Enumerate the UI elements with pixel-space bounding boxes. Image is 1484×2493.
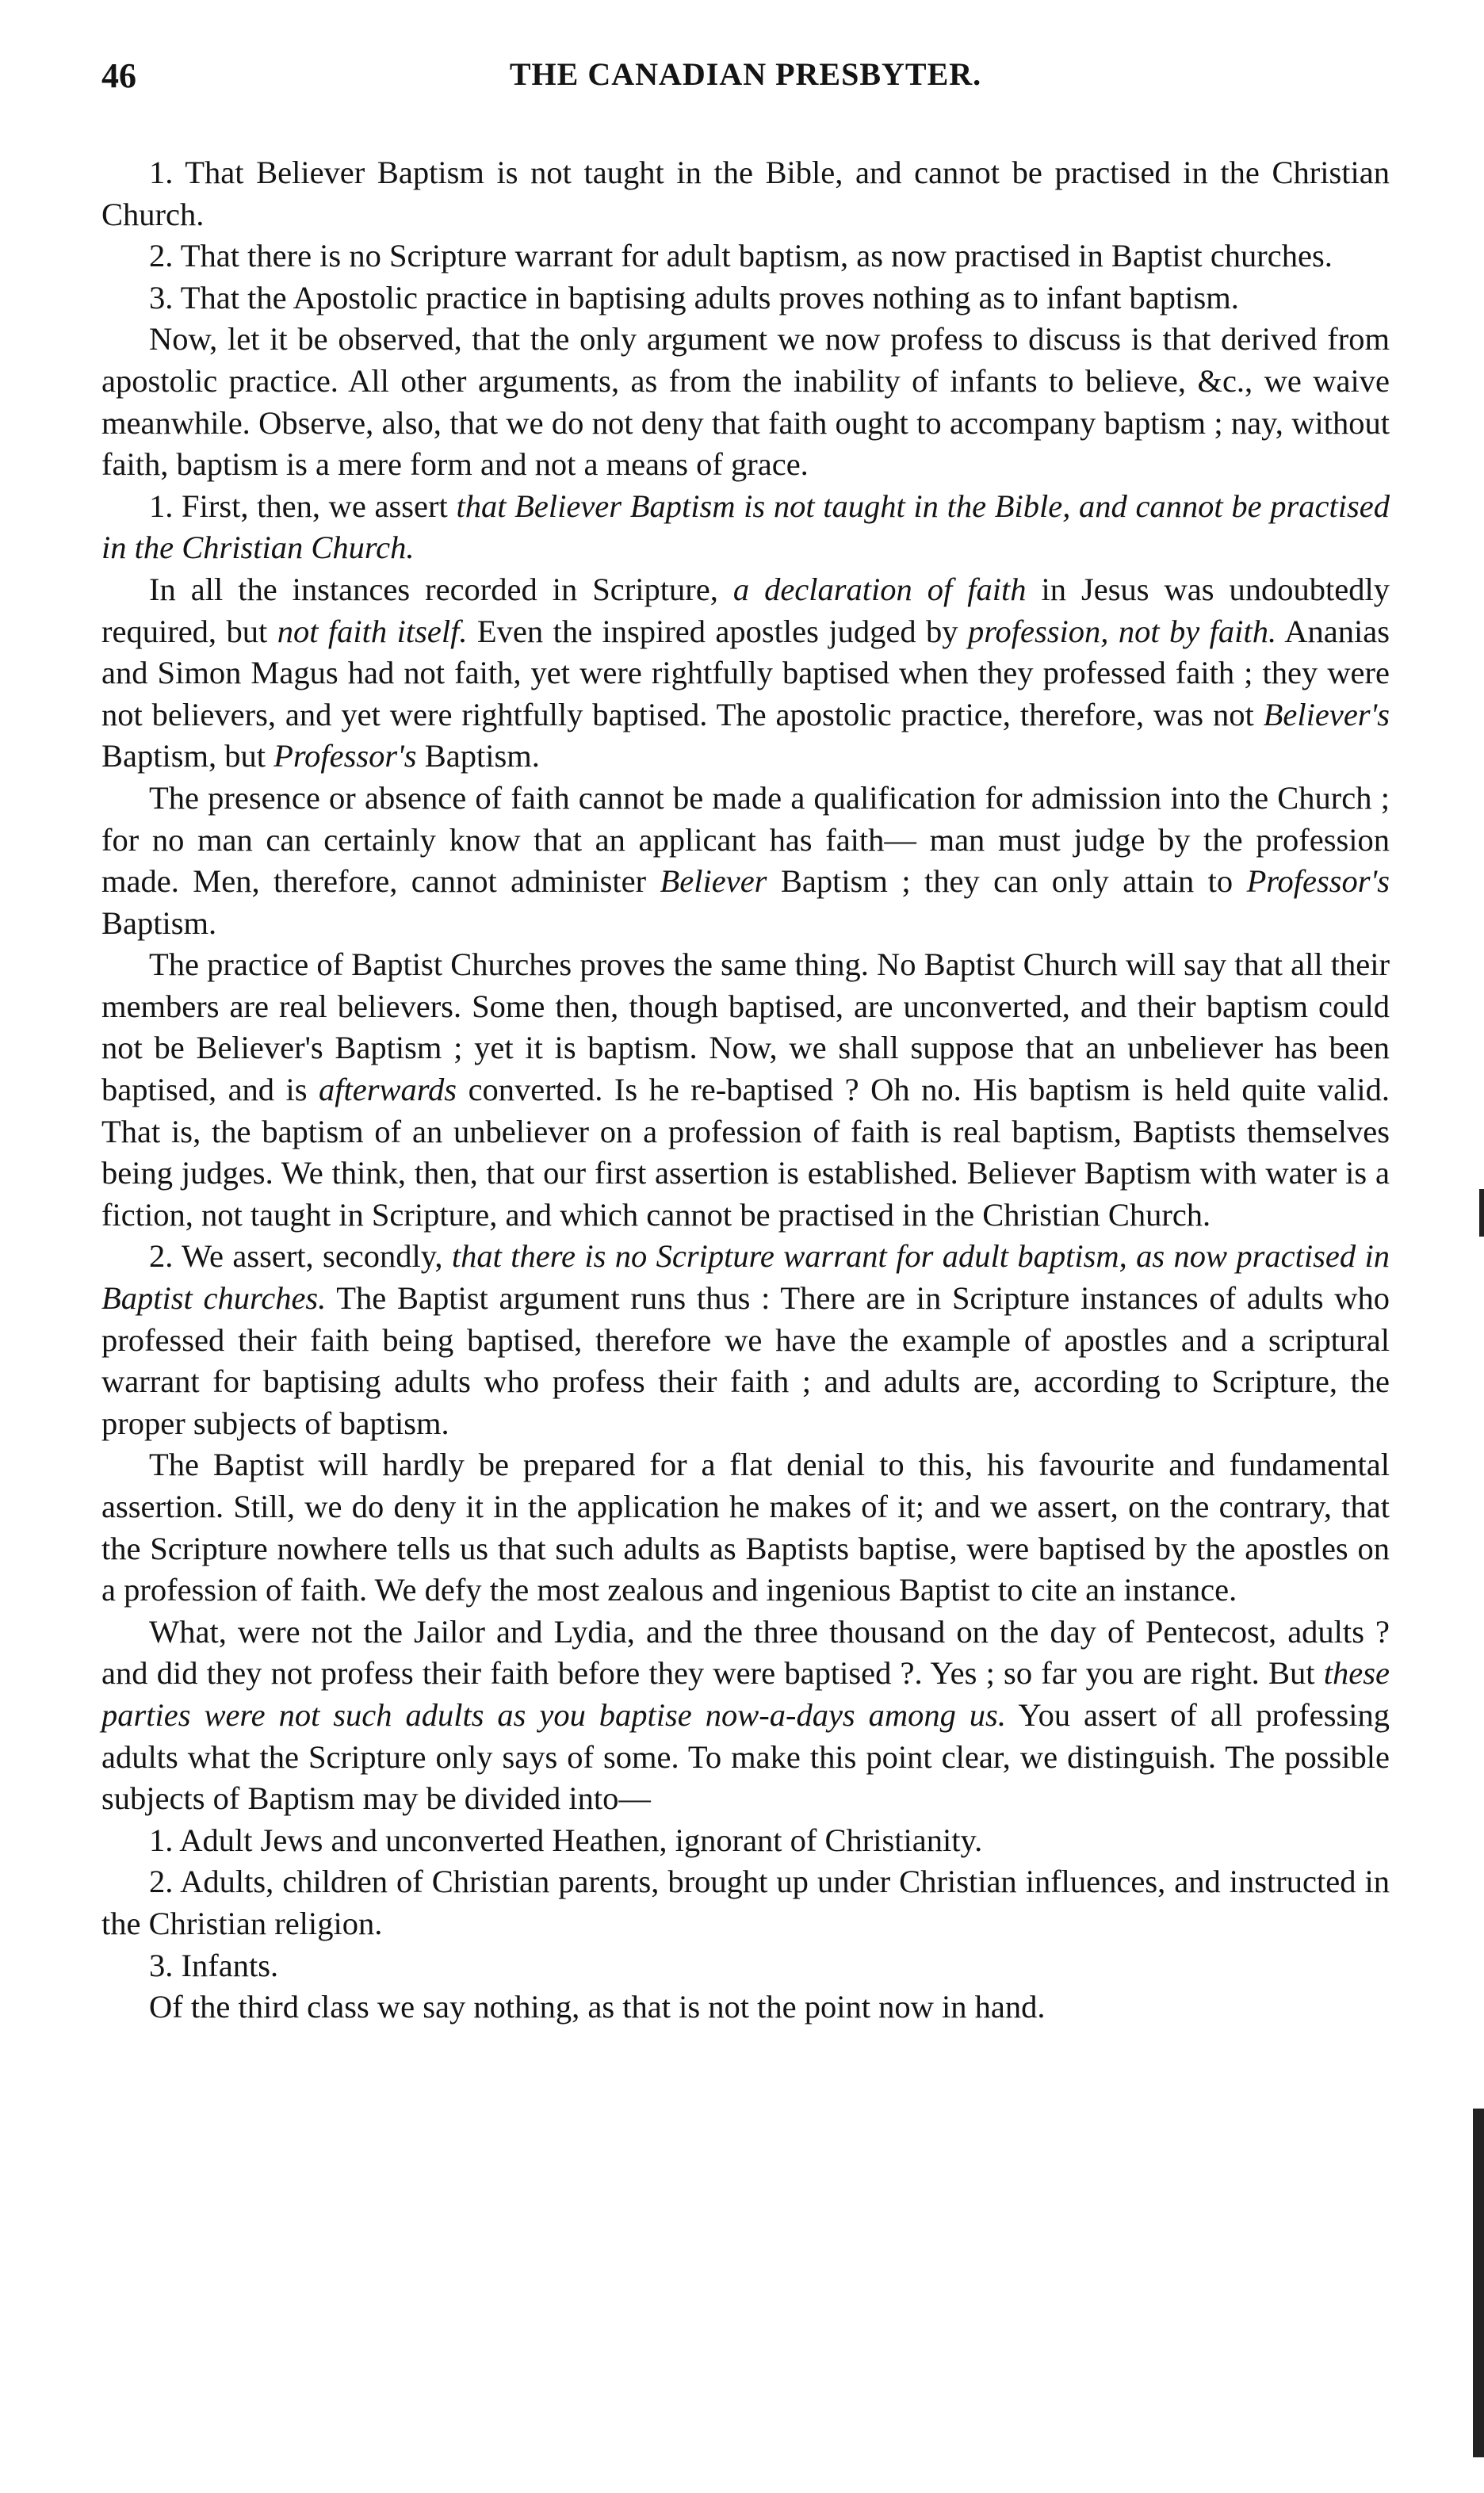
paragraph: In all the instances recorded in Scripture, a declaration of faith in Jesus was undoubtedly required, but not faith itself. Even the inspired apostles judged by profession, not by faith. Ananias and Simon Magus had not faith, yet were rightfully baptised when they professed faith ; they were not believers, and yet were rightfully baptised. The apostolic practice, therefore, was not Believer's Baptism, but Professor's Baptism.: [101, 571, 1390, 774]
italic-text: afterwards: [319, 1072, 457, 1108]
page-number: 46: [101, 56, 136, 95]
paragraph: 2. Adults, children of Christian parents, brought up under Christian influences, and instructed in the Christian religion.: [101, 1864, 1390, 1941]
paragraph: 3. Infants.: [149, 1947, 279, 1983]
paragraph: 1. That Believer Baptism is not taught in the Bible, and cannot be practised in the Christian Church.: [101, 155, 1390, 232]
running-title: THE CANADIAN PRESBYTER.: [509, 56, 982, 92]
paragraph: 2. We assert, secondly, that there is no Scripture warrant for adult baptism, as now practised in Baptist churches. The Baptist argument runs thus : There are in Scripture instances of adults who professed their faith being baptised, therefore we have the example of apostles and a scriptural warrant for baptising adults who profess their faith ; and adults are, according to Scripture, the proper subjects of baptism.: [101, 1238, 1390, 1441]
paragraph: The Baptist will hardly be prepared for a flat denial to this, his favourite and fundamental assertion. Still, we do deny it in the application he makes of it; and we assert, on the contrary, that the Scripture nowhere tells us that such adults as Baptists baptise, were baptised by the apostles on a profession of faith. We defy the most zealous and ingenious Baptist to cite an instance.: [101, 1447, 1390, 1608]
paragraph: Of the third class we say nothing, as that is not the point now in hand.: [149, 1989, 1046, 2025]
binding-edge-mark: [1473, 2109, 1484, 2457]
italic-text: Believer's: [1263, 696, 1390, 732]
italic-text: these parties were not such adults as you baptise now-a-days among us.: [101, 1655, 1390, 1733]
paragraph: 2. That there is no Scripture warrant for adult baptism, as now practised in Baptist churches.: [149, 238, 1333, 274]
paragraph: What, were not the Jailor and Lydia, and the three thousand on the day of Pentecost, adults ? and did they not profess their faith before they were baptised ?. Yes ; so far you are right. But these parties were not such adults as you baptise now-a-days among us. You assert of all professing adults what the Scripture only says of some. To make this point clear, we distinguish. The possible subjects of Baptism may be divided into—: [101, 1613, 1390, 1817]
page: [101, 55, 1390, 2028]
italic-text: Professor's: [1246, 863, 1390, 900]
paragraph: The practice of Baptist Churches proves the same thing. No Baptist Church will say that all their members are real believers. Some then, though baptised, are unconverted, and their baptism could not be Believer's Baptism ; yet it is baptism. Now, we shall suppose that an unbeliever has been baptised, and is afterwards converted. Is he re-baptised ? Oh no. His baptism is held quite valid. That is, the baptism of an unbeliever on a profession of faith is real baptism, Baptists themselves being judges. We think, then, that our first assertion is established. Believer Baptism with water is a fiction, not taught in Scripture, and which cannot be practised in the Christian Church.: [101, 946, 1390, 1233]
italic-text: that there is no Scripture warrant for adult baptism, as now practised in Baptist churches.: [101, 1238, 1390, 1317]
italic-text: that Believer Baptism is not taught in the Bible, and cannot be practised in the Christian Church.: [101, 488, 1390, 566]
paragraph: Now, let it be observed, that the only argument we now profess to discuss is that derived from apostolic practice. All other arguments, as from the inability of infants to believe, &c., we waive meanwhile. Observe, also, that we do not deny that faith ought to accompany baptism ; nay, without faith, baptism is a mere form and not a means of grace.: [101, 321, 1390, 483]
paragraph: 3. That the Apostolic practice in baptising adults proves nothing as to infant baptism.: [149, 279, 1239, 315]
italic-text: not faith itself.: [277, 613, 468, 649]
paragraph: The presence or absence of faith cannot be made a qualification for admission into the Church ; for no man can certainly know that an applicant has faith— man must judge by the profession made. Men, therefore, cannot administer Believer Baptism ; they can only attain to Professor's Baptism.: [101, 779, 1390, 941]
italic-text: profession, not by faith.: [967, 613, 1277, 649]
paragraph: 1. Adult Jews and unconverted Heathen, ignorant of Christianity.: [149, 1822, 983, 1858]
page-header: [101, 55, 1390, 106]
binding-edge-mark: [1479, 1189, 1484, 1237]
italic-text: Professor's: [273, 738, 417, 774]
italic-text: Believer: [660, 863, 767, 900]
italic-text: a declaration of faith: [732, 571, 1027, 607]
article-body: [101, 152, 1390, 2028]
paragraph: 1. First, then, we assert that Believer Baptism is not taught in the Bible, and cannot be practised in the Christian Church.: [101, 488, 1390, 566]
